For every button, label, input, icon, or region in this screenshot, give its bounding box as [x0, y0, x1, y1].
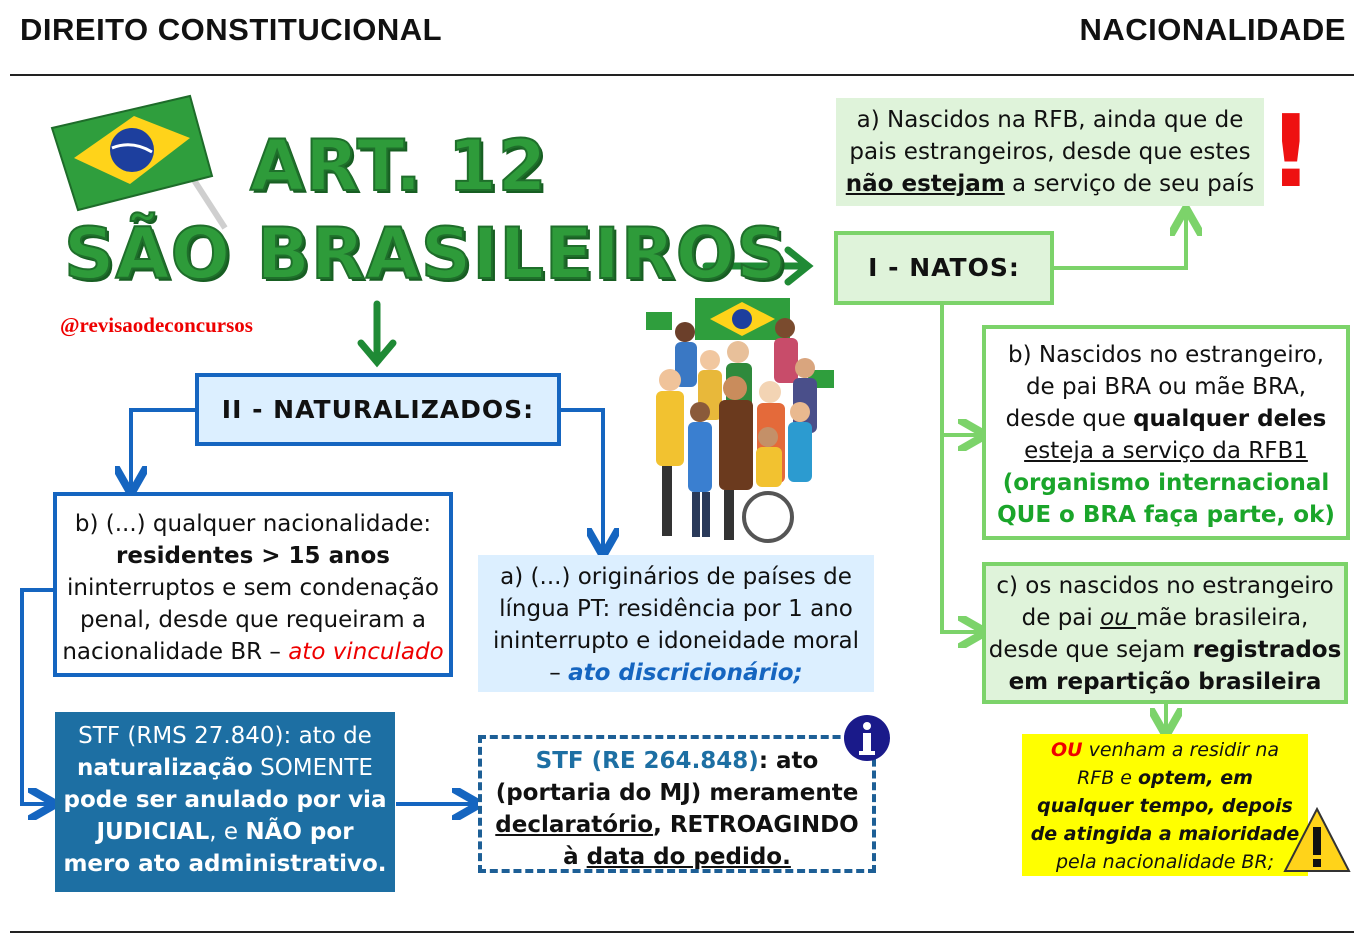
crowd-illustration	[640, 292, 840, 550]
natos-a-emphasis: não estejam	[845, 171, 1005, 197]
naturalizados-item-b	[53, 492, 453, 677]
naturalizados-item-a	[478, 555, 874, 692]
natos-ou-box	[1022, 734, 1308, 876]
nat-b-line3: ininterruptos e sem condenação	[66, 575, 439, 601]
stf2-case: STF (RE 264.848)	[535, 748, 759, 774]
nat-b-line4: penal, desde que requeiram a	[79, 607, 427, 633]
natos-ou-line1: venham a residir na	[1082, 739, 1280, 761]
exclamation-icon: !	[1268, 93, 1314, 210]
stf1-line3: pode ser anulado por via	[63, 787, 387, 813]
natos-c-emphasis: registrados	[1192, 637, 1342, 663]
stf1-line4b: , e	[209, 819, 246, 845]
natos-ou-word: OU	[1050, 739, 1083, 761]
arrow-to-naturalizados	[361, 304, 393, 362]
stf2-line3b: , RETROAGINDO	[653, 812, 859, 838]
natos-b-note1: (organismo internacional	[1002, 470, 1330, 496]
nat-a-emphasis: ato discricionário;	[568, 660, 803, 686]
nat-a-line4: –	[549, 660, 569, 686]
natos-c-line1: c) os nascidos no estrangeiro	[996, 573, 1334, 599]
stf-rms-box	[55, 712, 395, 892]
natos-c-line3: desde que sejam	[988, 637, 1193, 663]
stf1-line2b: SOMENTE	[252, 755, 373, 781]
nat-b-emphasis: ato vinculado	[288, 639, 444, 665]
natos-b-emphasis: qualquer deles	[1133, 406, 1327, 432]
natos-label-box	[834, 231, 1054, 305]
nat-a-line3: ininterrupto e idoneidade moral	[492, 628, 859, 654]
natos-b-line2: de pai BRA ou mãe BRA,	[1025, 374, 1307, 400]
info-icon	[842, 713, 892, 763]
author-handle: @revisaodeconcursos	[60, 313, 253, 337]
naturalizados-label-box	[195, 373, 561, 446]
natos-c-line2b: mãe brasileira,	[1136, 605, 1309, 631]
natos-b-line1: b) Nascidos no estrangeiro,	[1008, 342, 1324, 368]
stf-re-box	[478, 735, 876, 873]
natos-a-line2: pais estrangeiros, desde que estes	[849, 139, 1251, 165]
nat-b-line1: b) (...) qualquer nacionalidade:	[74, 511, 432, 537]
main-title: SÃO BRASILEIROS	[64, 213, 788, 295]
natos-label: I - NATOS:	[868, 253, 1020, 282]
stf1-line1: STF (RMS 27.840): ato de	[78, 723, 372, 749]
natos-item-b	[982, 325, 1350, 540]
natos-item-a	[836, 98, 1264, 206]
natos-b-line4: esteja a serviço da RFB1	[1024, 438, 1308, 464]
natos-ou-line5: pela nacionalidade BR;	[1055, 851, 1275, 873]
natos-c-line4: em repartição brasileira	[1008, 669, 1322, 695]
header-left: DIREITO CONSTITUCIONAL	[20, 12, 443, 47]
natos-b-line3: desde que	[1005, 406, 1134, 432]
warning-icon	[1282, 805, 1352, 875]
header-right: NACIONALIDADE	[1079, 12, 1346, 47]
nat-b-line2: residentes > 15 anos	[116, 543, 390, 569]
natos-ou-line2a: RFB e	[1077, 767, 1138, 789]
natos-b-note2: QUE o BRA faça parte, ok)	[997, 502, 1335, 528]
natos-item-c	[982, 562, 1348, 704]
stf1-line4a: JUDICIAL	[96, 819, 210, 845]
natos-a-line1: a) Nascidos na RFB, ainda que de	[856, 107, 1244, 133]
article-title: ART. 12	[250, 125, 548, 207]
stf2-line2: (portaria do MJ) meramente	[495, 780, 859, 806]
stf2-line4a: à	[563, 844, 587, 870]
stf1-line5: mero ato administrativo.	[63, 851, 387, 877]
natos-a-line3: a serviço de seu país	[1004, 171, 1255, 197]
nat-b-line5: nacionalidade BR –	[62, 639, 289, 665]
natos-ou-line2b: optem, em	[1138, 767, 1253, 789]
natos-ou-line4: de atingida a maioridade	[1030, 823, 1300, 845]
natos-c-line2a: de pai	[1021, 605, 1101, 631]
naturalizados-label: II - NATURALIZADOS:	[221, 395, 535, 424]
natos-ou-line3: qualquer tempo, depois	[1037, 795, 1293, 817]
stf2-line3a: declaratório	[495, 812, 654, 838]
stf1-line4c: NÃO por	[245, 819, 354, 845]
nat-a-line1: a) (...) originários de países de	[500, 564, 852, 590]
stf1-line2a: naturalização	[77, 755, 253, 781]
nat-a-line2: língua PT: residência por 1 ano	[499, 596, 853, 622]
natos-c-ou: ou	[1100, 605, 1137, 631]
stf2-line1: : ato	[758, 748, 819, 774]
stf2-line4b: data do pedido.	[586, 844, 791, 870]
